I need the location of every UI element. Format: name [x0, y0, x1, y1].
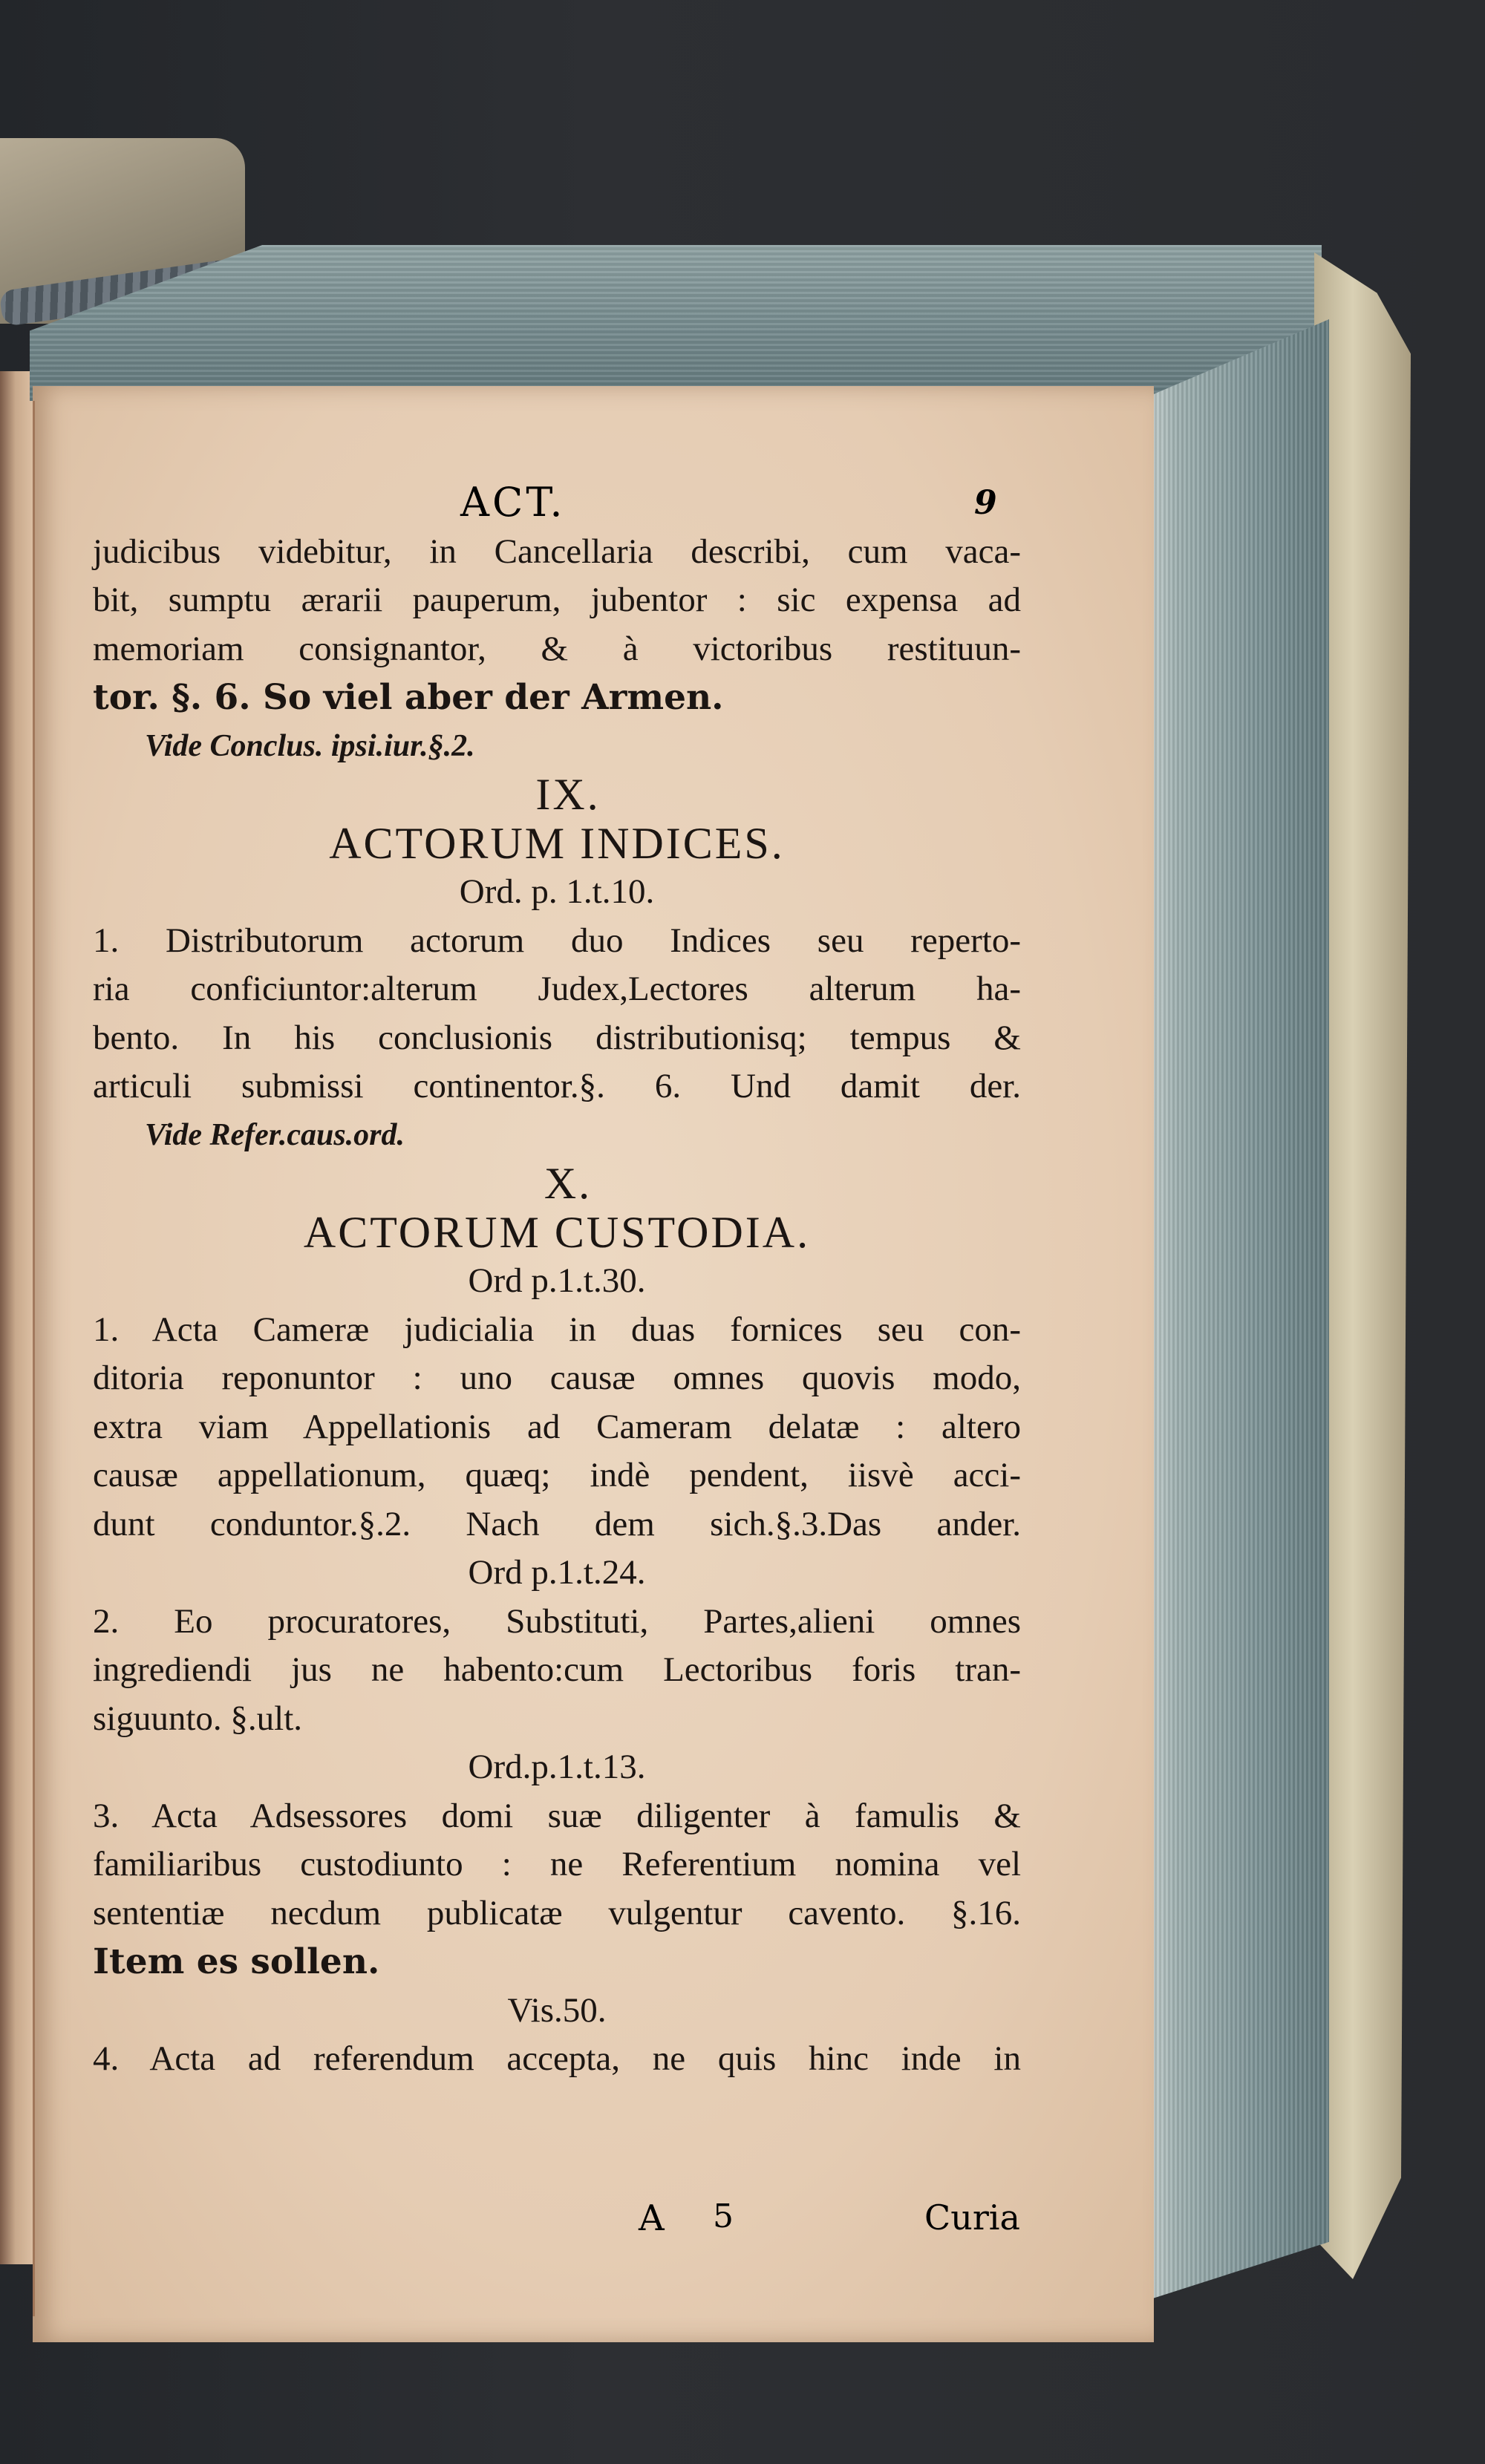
text-line: siguunto. §.ult.	[93, 1699, 303, 1738]
ordinance-reference: Vis.50.	[507, 1990, 607, 2030]
ordinance-reference: Ord p.1.t.24.	[468, 1553, 646, 1592]
text-line: sententiæ necdum publicatæ vulgentur cavento. §.16.	[93, 1893, 1021, 1932]
text-line: 2. Eo procuratores, Substituti, Partes,alieni omnes	[93, 1601, 1021, 1641]
text-line: ingrediendi jus ne habento:cum Lectoribus foris tran-	[93, 1650, 1021, 1689]
running-head: ACT.	[460, 479, 566, 526]
text-line: bento. In his conclusionis distributionisq; tempus &	[93, 1018, 1021, 1057]
text-line: causæ appellationum, quæq; indè pendent, iisvè acci-	[93, 1456, 1021, 1494]
section-number: X.	[544, 1159, 593, 1208]
text-line: Item es sollen.	[93, 1941, 380, 1982]
catchword: Curia	[924, 2197, 1020, 2238]
text-line: familiaribus custodiunto : ne Referentium nomina vel	[93, 1845, 1021, 1883]
gutter-line	[33, 401, 35, 2316]
text-line: 1. Acta Cameræ judicialia in duas fornices seu con-	[93, 1310, 1021, 1349]
text-line: articuli submissi continentor.§. 6. Und damit der.	[93, 1067, 1021, 1105]
text-line: dunt conduntor.§.2. Nach dem sich.§.3.Das ander.	[93, 1504, 1021, 1543]
ordinance-reference: Ord.p.1.t.13.	[468, 1748, 646, 1786]
text-line: extra viam Appellationis ad Cameram delatæ : altero	[93, 1407, 1021, 1446]
text-line: bit, sumptu ærarii pauperum, jubentor : sic expensa ad	[93, 581, 1021, 619]
signature-number: 5	[713, 2197, 734, 2235]
section-number: IX.	[535, 770, 601, 819]
text-line: judicibus videbitur, in Cancellaria describi, cum vaca-	[93, 532, 1021, 571]
signature-mark: A	[639, 2197, 665, 2239]
text-line: 1. Distributorum actorum duo Indices seu reperto-	[93, 921, 1021, 960]
fore-edge-texture	[1143, 319, 1329, 2301]
ordinance-reference: Ord p.1.t.30.	[468, 1261, 646, 1300]
text-line: tor. §. 6. So viel aber der Armen.	[93, 677, 724, 718]
cross-reference: Vide Conclus. ipsi.iur.§.2.	[145, 728, 475, 763]
page-text	[93, 479, 1021, 2084]
section-title: ACTORUM INDICES.	[329, 818, 785, 868]
text-line: ria conficiuntor:alterum Judex,Lectores alterum ha-	[93, 970, 1021, 1008]
text-line: 3. Acta Adsessores domi suæ diligenter à famulis &	[93, 1796, 1021, 1835]
cross-reference: Vide Refer.caus.ord.	[145, 1117, 405, 1152]
text-line: ditoria reponuntor : uno causæ omnes quovis modo,	[93, 1359, 1021, 1397]
ordinance-reference: Ord. p. 1.t.10.	[459, 872, 655, 911]
text-line: 4. Acta ad referendum accepta, ne quis hinc inde in	[93, 2039, 1021, 2078]
section-title: ACTORUM CUSTODIA.	[303, 1207, 811, 1257]
text-line: memoriam consignantor, & à victoribus restituun-	[93, 629, 1021, 668]
top-page-edges-texture	[30, 245, 1322, 401]
page-number: 9	[974, 484, 997, 522]
